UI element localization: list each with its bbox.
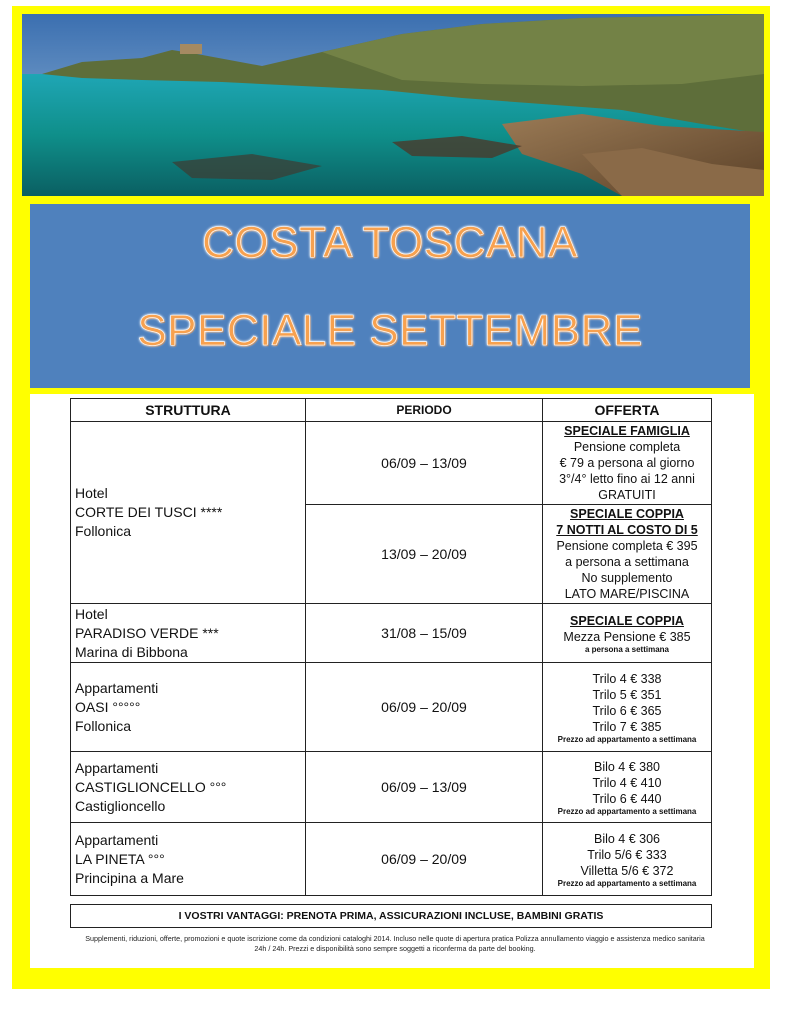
- table-row: [71, 663, 712, 752]
- price-line: Trilo 6 € 440: [592, 791, 662, 806]
- offer-cell: [543, 604, 712, 663]
- offer-note: Prezzo ad appartamento a settimana: [557, 878, 697, 888]
- fine-print: Supplementi, riduzioni, offerte, promozioni e quote iscrizione come da condizioni cataloghi 2014. Incluso nelle quote di apertura pratica Polizza annullamento viaggio e assistenza medico sanitaria 24h / 24h. Prezzi e disponibilità sono sempre soggetti a riconferma da parte del booking.: [85, 934, 705, 953]
- structure-name: CASTIGLIONCELLO °°°: [75, 778, 227, 795]
- structure-type: Hotel: [75, 605, 108, 622]
- structure-type: Hotel: [75, 485, 108, 501]
- price-line: Trilo 4 € 338: [592, 671, 662, 686]
- offer-cell: [543, 752, 712, 823]
- structure-cell: [71, 663, 306, 752]
- table-row: [71, 823, 712, 896]
- structure-location: Follonica: [75, 717, 132, 734]
- price-line: Trilo 5 € 351: [592, 687, 662, 702]
- title-banner: [30, 204, 750, 388]
- price-line: Villetta 5/6 € 372: [580, 863, 674, 878]
- offer-title: SPECIALE COPPIA: [570, 613, 684, 628]
- header-period: PERIODO: [306, 399, 543, 422]
- structure-type: Appartamenti: [75, 831, 159, 848]
- structure-cell: [71, 823, 306, 896]
- table-row: [71, 752, 712, 823]
- price-line: Trilo 4 € 410: [592, 775, 662, 790]
- offer-cell: [543, 505, 712, 604]
- structure-name: OASI °°°°°: [75, 698, 141, 715]
- coast-photo: [22, 14, 764, 196]
- structure-type: Appartamenti: [75, 679, 159, 696]
- offer-line: € 79 a persona al giorno: [559, 456, 695, 470]
- structure-cell: [71, 752, 306, 823]
- structure-name: PARADISO VERDE ***: [75, 624, 219, 641]
- price-line: Trilo 5/6 € 333: [587, 847, 667, 862]
- offer-cell: [543, 422, 712, 505]
- offer-cell: [543, 823, 712, 896]
- price-line: Bilo 4 € 306: [593, 831, 661, 846]
- period-cell: 06/09 – 13/09: [306, 752, 543, 823]
- structure-location: Marina di Bibbona: [75, 643, 188, 660]
- offer-note: Prezzo ad appartamento a settimana: [557, 806, 697, 816]
- structure-location: Castiglioncello: [75, 797, 166, 814]
- table-row: [71, 422, 712, 505]
- advantages-box: I VOSTRI VANTAGGI: PRENOTA PRIMA, ASSICURAZIONI INCLUSE, BAMBINI GRATIS: [70, 904, 712, 928]
- header-offer: OFFERTA: [543, 399, 712, 422]
- table-header-row: [71, 399, 712, 422]
- offer-line: Pensione completa € 395: [556, 539, 698, 553]
- offer-line: GRATUITI: [598, 488, 656, 502]
- structure-location: Follonica: [75, 523, 132, 539]
- offer-note: a persona a settimana: [584, 644, 670, 654]
- offer-line: Pensione completa: [573, 440, 681, 454]
- structure-name: CORTE DEI TUSCI ****: [75, 504, 223, 520]
- offer-line: a persona a settimana: [565, 555, 689, 569]
- price-line: Bilo 4 € 380: [593, 759, 661, 774]
- header-structure: STRUTTURA: [71, 399, 306, 422]
- price-line: Trilo 7 € 385: [592, 719, 662, 734]
- offers-table: [70, 398, 712, 896]
- table-row: [71, 604, 712, 663]
- period-cell: 31/08 – 15/09: [306, 604, 543, 663]
- structure-type: Appartamenti: [75, 759, 159, 776]
- structure-location: Principina a Mare: [75, 869, 184, 886]
- structure-cell: [71, 604, 306, 663]
- offer-note: Prezzo ad appartamento a settimana: [557, 734, 697, 744]
- offer-line: 3°/4° letto fino ai 12 anni: [559, 472, 695, 486]
- banner-title: COSTA TOSCANA: [202, 218, 578, 267]
- period-cell: 06/09 – 20/09: [306, 823, 543, 896]
- period-cell: 13/09 – 20/09: [306, 505, 543, 604]
- offer-line: No supplemento: [581, 571, 673, 585]
- period-cell: 06/09 – 20/09: [306, 663, 543, 752]
- banner-subtitle: SPECIALE SETTEMBRE: [137, 306, 643, 355]
- structure-name: LA PINETA °°°: [75, 850, 165, 867]
- offer-title: SPECIALE FAMIGLIA: [564, 424, 690, 438]
- structure-cell: [71, 422, 306, 604]
- offers-sheet: [30, 394, 754, 968]
- price-line: Trilo 6 € 365: [592, 703, 662, 718]
- offer-subtitle: 7 NOTTI AL COSTO DI 5: [556, 523, 698, 537]
- offer-line: Mezza Pensione € 385: [563, 629, 691, 644]
- period-cell: 06/09 – 13/09: [306, 422, 543, 505]
- offer-cell: [543, 663, 712, 752]
- offer-title: SPECIALE COPPIA: [570, 507, 684, 521]
- offer-line: LATO MARE/PISCINA: [564, 587, 690, 601]
